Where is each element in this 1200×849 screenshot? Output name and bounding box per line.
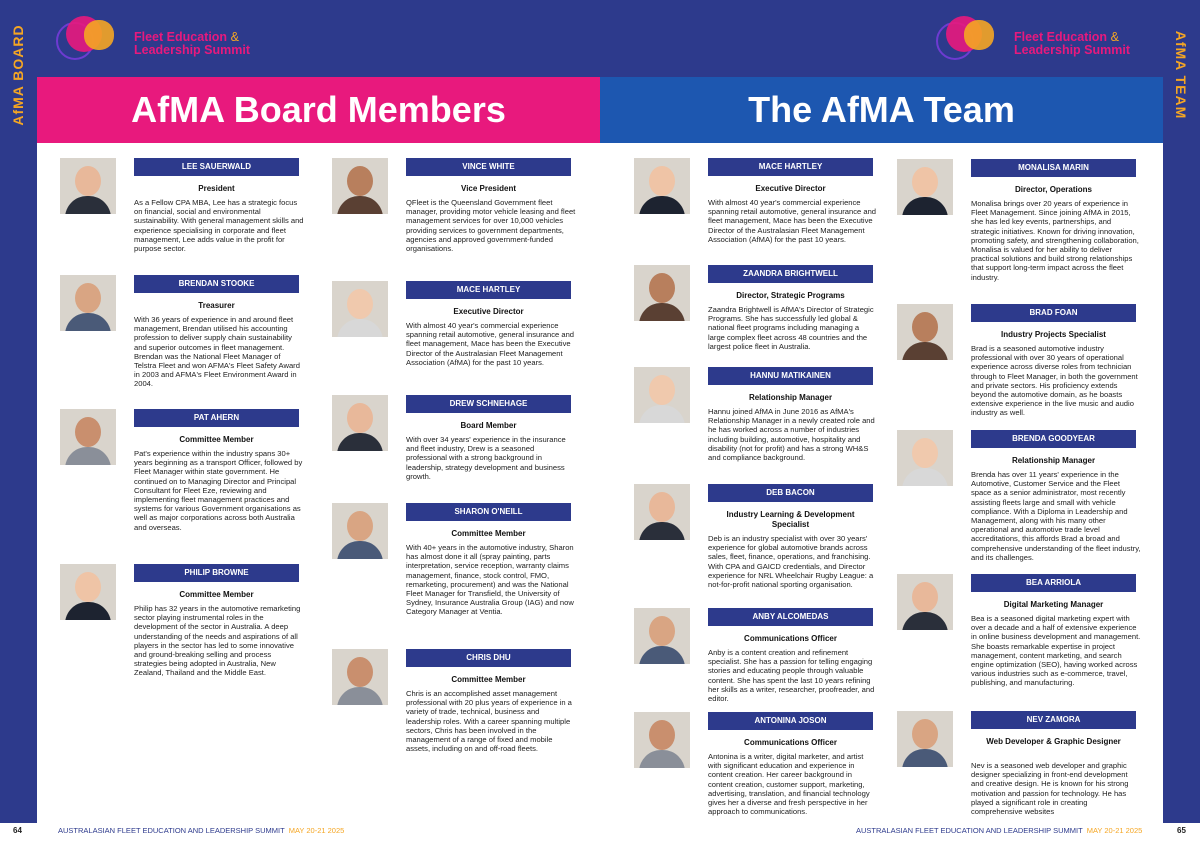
profile-bio: QFleet is the Queensland Government fleet manager, providing motor vehicle leasing and fleet management services for over 10,000 vehicles providing services to government departments, agencies and approved government-funded organisations. [406, 198, 576, 254]
profile-role: Industry Learning & Development Specialist [726, 510, 855, 529]
profile-name: ANBY ALCOMEDAS [708, 608, 873, 626]
profile-name: MACE HARTLEY [708, 158, 873, 176]
footer-event-left: AUSTRALASIAN FLEET EDUCATION AND LEADERSHIP SUMMIT MAY 20-21 2025 [58, 826, 345, 835]
profile-bio: Pat's experience within the industry spans 30+ years beginning as a transport Officer, followed by Fleet Manager within state government. He continued on to Managing Director and Principal Consultant for Fleet Eze, reviewing and implementing fleet management practices and systems for various Government organisations as well as major corporations across both Australia and overseas. [134, 449, 303, 532]
profile-role: Committee Member [451, 675, 526, 684]
profile-photo [634, 712, 690, 768]
profile-role: Committee Member [179, 590, 254, 599]
profile-photo [332, 395, 388, 451]
profile-bio: With 40+ years in the automotive industry, Sharon has almost done it all (spray painting, parts interpretation, service reception, warranty claims management, finance, stock control, FMO, remarketing, procurement) and was the National Fleet Manager for Transfield, the University of Sydney, Insurance Australia Group (IAG) and now Category Manager at Ventia. [406, 543, 574, 617]
profile-photo [332, 503, 388, 559]
profile-name: CHRIS DHU [406, 649, 571, 667]
profile-bio: Nev is a seasoned web developer and graphic designer specializing in front-end development and creative design. He is known for his strong motivation and passion for technology. He has played a significant role in creating comprehensive websites [971, 761, 1129, 817]
profile-photo [897, 574, 953, 630]
profile-bio: Brad is a seasoned automotive industry professional with over 30 years of operational experience across diverse roles from technician through to Fleet Manager, in both the government and private sectors. His proficiency extends beyond the automotive domain, as he boasts extensive experience in the live music and audio industry as well. [971, 344, 1138, 418]
profile-role: Director, Strategic Programs [736, 291, 845, 300]
profile-role: Relationship Manager [1011, 456, 1096, 465]
profile-photo [60, 564, 116, 620]
profile-role: Relationship Manager [748, 393, 833, 402]
profile-name: DREW SCHNEHAGE [406, 395, 571, 413]
profile-role: Treasurer [198, 301, 235, 310]
profile-name: HANNU MATIKAINEN [708, 367, 873, 385]
profile-name: MACE HARTLEY [406, 281, 571, 299]
profile-bio: With almost 40 year's commercial experience spanning retail automotive, general insurance and fleet management, Mace has been the Executive Director of the Australasian Fleet Management Association (AfMA) for the past 10 years. [708, 198, 877, 244]
profile-name: PAT AHERN [134, 409, 299, 427]
profile-photo [60, 158, 116, 214]
profile-bio: Brenda has over 11 years' experience in the Automotive, Customer Service and the Fleet space as a senior administrator, most recently assisting fleets large and small with vehicle compliance. With a Diploma in Leadership and Management, along with his many other operational and automotive trade level accreditations, this affords Brad a broad and comprehensive understanding of the fleet industry, and its challenges. [971, 470, 1141, 562]
profile-bio: With almost 40 year's commercial experience spanning retail automotive, general insurance and fleet management, Mace has been the Executive Director of the Australasian Fleet Management Association (AfMA) for the past 10 years. [406, 321, 575, 367]
profile-name: BRENDA GOODYEAR [971, 430, 1136, 448]
team-title: The AfMA Team [600, 77, 1163, 143]
profile-photo [634, 265, 690, 321]
side-label-board: AfMA BOARD [10, 24, 26, 126]
profile-photo [897, 711, 953, 767]
profile-photo [332, 158, 388, 214]
page-number-left: 64 [13, 826, 22, 835]
profile-photo [332, 281, 388, 337]
profile-role: President [198, 184, 235, 193]
profile-name: LEE SAUERWALD [134, 158, 299, 176]
side-label-team: AfMA TEAM [1173, 30, 1189, 120]
profile-photo [897, 159, 953, 215]
page-number-right: 65 [1177, 826, 1186, 835]
profile-photo [897, 304, 953, 360]
profile-name: MONALISA MARIN [971, 159, 1136, 177]
profile-role: Web Developer & Graphic Designer [986, 737, 1121, 746]
profile-bio: Monalisa brings over 20 years of experience in Fleet Management. Since joining AfMA in 2015, she has led key events, partnerships, and strategic initiatives. Known for driving innovation, promoting safety, and strengthening collaboration, Monalisa is valued for her ability to deliver practical solutions and build strong relationships that support long-term impact across the fleet industry. [971, 199, 1139, 282]
profile-name: BRAD FOAN [971, 304, 1136, 322]
profile-bio: With over 34 years' experience in the insurance and fleet industry, Drew is a seasoned professional with a strong background in leadership, strategy development and business growth. [406, 435, 566, 481]
profile-role: Director, Operations [1015, 185, 1092, 194]
profile-bio: Hannu joined AfMA in June 2016 as AfMA's Relationship Manager in a newly created role and he has worked across a number of industries including building, automotive, hospitality and disability (not for profit) and has a strong WH&S and compliance background. [708, 407, 875, 463]
profile-name: BEA ARRIOLA [971, 574, 1136, 592]
profile-photo [897, 430, 953, 486]
profile-role: Communications Officer [744, 738, 837, 747]
profile-photo [60, 275, 116, 331]
profile-name: ZAANDRA BRIGHTWELL [708, 265, 873, 283]
profile-role: Executive Director [453, 307, 524, 316]
profile-name: NEV ZAMORA [971, 711, 1136, 729]
profile-role: Committee Member [179, 435, 254, 444]
profile-role: Digital Marketing Manager [1003, 600, 1104, 609]
left-side-strip [0, 0, 37, 849]
profile-photo [634, 484, 690, 540]
profile-photo [634, 367, 690, 423]
footer-event-right: AUSTRALASIAN FLEET EDUCATION AND LEADERSHIP SUMMIT MAY 20-21 2025 [856, 826, 1143, 835]
right-side-strip [1163, 0, 1200, 849]
profile-bio: Zaandra Brightwell is AfMA's Director of Strategic Programs. She has successfully led global & national fleet programs including managing a large complex fleet across 48 countries and the largest police fleet in Australia. [708, 305, 874, 351]
profile-bio: With 36 years of experience in and around fleet management, Brendan utilised his accounting profession to deliver supply chain sustainability and superior outcomes in fleet management. Brendan was the National Fleet Manager of Telstra Fleet and won AFMA's Fleet Safety Award in 2003 and AFMA's Fleet Environment Award in 2004. [134, 315, 300, 389]
profile-role: Vice President [461, 184, 516, 193]
profile-role: Board Member [460, 421, 517, 430]
profile-role: Executive Director [755, 184, 826, 193]
profile-role: Committee Member [451, 529, 526, 538]
profile-bio: Philip has 32 years in the automotive remarketing sector playing instrumental roles in the development of the sector in Australia. A deep understanding of the needs and aspirations of all players in the sector has led to some innovative and ground-breaking selling and process strategies being adopted in Australia, New Zealand, Thailand and the Middle East. [134, 604, 301, 678]
profile-bio: Deb is an industry specialist with over 30 years' experience for global automotive brands across sales, fleet, finance, operations, and franchising. With CPA and GAICD credentials, and Director experience for NRL Wheelchair Rugby League: a not-for-profit national sporting organisation. [708, 534, 874, 590]
profile-name: BRENDAN STOOKE [134, 275, 299, 293]
profile-bio: As a Fellow CPA MBA, Lee has a strategic focus on financial, social and environmental sustainability. With general management skills and experience specialising in corporate and fleet management, Lee adds value in the profit for purpose sector. [134, 198, 304, 254]
profile-bio: Chris is an accomplished asset management professional with 20 plus years of experience in a variety of trade, technical, business and leadership roles. With a career spanning multiple sectors, Chris has been involved in the management of a range of fixed and mobile assets, including on and off-road fleets. [406, 689, 572, 754]
profile-name: PHILIP BROWNE [134, 564, 299, 582]
profile-name: SHARON O'NEILL [406, 503, 571, 521]
profile-bio: Bea is a seasoned digital marketing expert with over a decade and a half of extensive experience in online business development and management. She boasts remarkable expertise in project management, content marketing, and search engine optimization (SEO), having worked across various industries such as e-commerce, travel, publishing, and manufacturing. [971, 614, 1141, 688]
profile-photo [60, 409, 116, 465]
profile-role: Industry Projects Specialist [1001, 330, 1106, 339]
profile-bio: Antonina is a writer, digital marketer, and artist with significant education and experience in content creation. Her career background in content creation, customer support, marketing, advertising, translation, and financial technology gives her a diverse and fresh perspective in her approach to communications. [708, 752, 870, 817]
profile-bio: Anby is a content creation and refinement specialist. She has a passion for telling engaging stories and educating people through valuable content. She has spent the last 10 years refining her skills as a writer, researcher, proofreader, and editor. [708, 648, 875, 704]
profile-role: Communications Officer [744, 634, 837, 643]
profile-name: DEB BACON [708, 484, 873, 502]
brochure-spread: AfMA BOARD AfMA TEAM Fleet Education & Leadership Summit Fleet Education & Leadership Summit AfMA Board Members The AfMA Team LEE SAUERWALD President As a Fellow CPA MBA, Lee has a strategic focus on financial, social and environmental sustainability. With general management skills and experience specialising in corporate and fleet management, Lee adds value in the profit for purpose sector. BRENDAN STOOKE Treasurer With 36 years of experience in and around fleet management, Brendan utilised his accounting profession to deliver supply chain sustainability and superior outcomes in fleet management. Brendan was the National Fleet Manager of Telstra Fleet and won AFMA's Fleet Safety Award in 2003 and AFMA's Fleet Environment Award in 2004. PAT AHERN Committee Member Pat's experience within the industry spans 30+ years beginning as a transport Officer, followed by Fleet Manager within state government. He continued on to Managing Director and Principal Consultant for Fleet Eze, reviewing and implementing fleet management practices and systems for various Government organisations as well as major corporations across both Australia and overseas. PHILIP BROWNE Committee Member Philip has 32 years in the automotive remarketing sector playing instrumental roles in the development of the sector in Australia. A deep understanding of the needs and aspirations of all players in the sector has led to some innovative and ground-breaking selling and process strategies being adopted in Australia, New Zealand, Thailand and the Middle East. VINCE WHITE Vice President QFleet is the Queensland Government fleet manager, providing motor vehicle leasing and fleet management services for over 10,000 vehicles providing services to government departments, agencies and approved government-funded organisations. MACE HARTLEY Executive Director With almost 40 year's commercial experience spanning retail automotive, general insurance and fleet management, Mace has been the Executive Director of the Australasian Fleet Management Association (AfMA) for the past 10 years. DREW SCHNEHAGE Board Member With over 34 years' experience in the insurance and fleet industry, Drew is a seasoned professional with a strong background in leadership, strategy development and business growth. SHARON O'NEILL Committee Member With 40+ years in the automotive industry, Sharon has almost done it all (spray painting, parts interpretation, service reception, warranty claims management, finance, stock control, FMO, remarketing, procurement) and was the National Fleet Manager for Transfield, the University of Sydney, Insurance Australia Group (IAG) and now Category Manager at Ventia. CHRIS DHU Committee Member Chris is an accomplished asset management professional with 20 plus years of experience in a variety of trade, technical, business and leadership roles. With a career spanning multiple sectors, Chris has been involved in the management of a range of fixed and mobile assets, including on and off-road fleets. MACE HARTLEY Executive Director With almost 40 year's commercial experience spanning retail automotive, general insurance and fleet management, Mace has been the Executive Director of the Australasian Fleet Management Association (AfMA) for the past 10 years. ZAANDRA BRIGHTWELL Director, Strategic Programs Zaandra Brightwell is AfMA's Director of Strategic Programs. She has successfully led global & national fleet programs including managing a large complex fleet across 48 countries and the largest police fleet in Australia. HANNU MATIKAINEN Relationship Manager Hannu joined AfMA in June 2016 as AfMA's Relationship Manager in a newly created role and he has worked across a number of industries including building, automotive, hospitality and disability (not for profit) and has a strong WH&S and compliance background. DEB BACON Industry Learning & Development Specialist Deb is an industry specialist with over 30 years' experience for global automotive brands across sales, fleet, finance, operations, and franchising. With CPA and GAICD credentials, and Director experience for NRL Wheelchair Rugby League: a not-for-profit national sporting organisation. ANBY ALCOMEDAS Communications Officer Anby is a content creation and refinement specialist. She has a passion for telling engaging stories and educating people through valuable content. She has spent the last 10 years refining her skills as a writer, researcher, proofreader, and editor. ANTONINA JOSON Communications Officer Antonina is a writer, digital marketer, and artist with significant education and experience in content creation. Her career background in content creation, customer support, marketing, advertising, translation, and financial technology gives her a diverse and fresh perspective in her approach to communications. MONALISA MARIN Director, Operations Monalisa brings over 20 years of experience in Fleet Management. Since joining AfMA in 2015, she has led key events, partnerships, and strategic initiatives. Known for driving innovation, promoting safety, and strengthening collaboration, Monalisa is valued for her ability to deliver practical solutions and build strong relationships that support long-term impact across the fleet industry. BRAD FOAN Industry Projects Specialist Brad is a seasoned automotive industry professional with over 30 years of operational experience across diverse roles from technician through to Fleet Manager, in both the government and private sectors. His proficiency extends beyond the automotive domain, as he boasts extensive experience in the live music and audio industry as well. BRENDA GOODYEAR Relationship Manager Brenda has over 11 years' experience in the Automotive, Customer Service and the Fleet space as a senior administrator, most recently assisting fleets large and small with vehicle compliance. With a Diploma in Leadership and Management, along with his many other operational and automotive trade level accreditations, this affords Brad a broad and comprehensive understanding of the fleet industry, and its challenges. BEA ARRIOLA Digital Marketing Manager Bea is a seasoned digital marketing expert with over a decade and a half of extensive experience in online business development and management. She boasts remarkable expertise in project management, content marketing, and search engine optimization (SEO), having worked across various industries such as e-commerce, travel, publishing, and manufacturing. NEV ZAMORA Web Developer & Graphic Designer Nev is a seasoned web developer and graphic designer specializing in front-end development and creative design. He is known for his strong motivation and passion for technology. He has played a significant role in creating comprehensive websites 64 AUSTRALASIAN FLEET EDUCATION AND LEADERSHIP SUMMIT MAY 20-21 2025 AUSTRALASIAN FLEET EDUCATION AND LEADERSHIP SUMMIT MAY 20-21 2025 65 [0, 0, 1200, 849]
profile-name: VINCE WHITE [406, 158, 571, 176]
profile-photo [634, 608, 690, 664]
profile-name: ANTONINA JOSON [708, 712, 873, 730]
profile-photo [332, 649, 388, 705]
profile-photo [634, 158, 690, 214]
board-title: AfMA Board Members [37, 77, 600, 143]
